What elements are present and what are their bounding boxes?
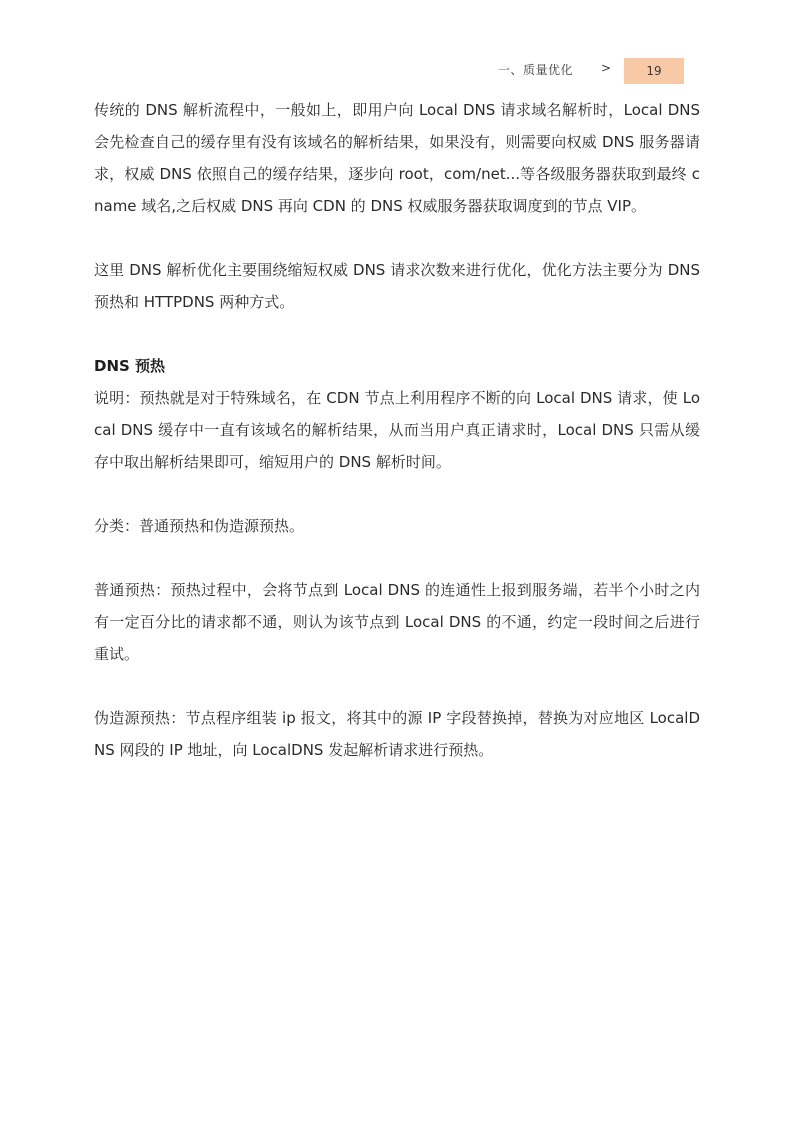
page-content	[94, 94, 700, 798]
paragraph-dns-flow: 传统的 DNS 解析流程中，一般如上，即用户向 Local DNS 请求域名解析时，Local DNS 会先检查自己的缓存里有没有该域名的解析结果，如果没有，则需要向权威 DNS 服务器请求，权威 DNS 依照自己的缓存结果，逐步向 root，com/net...等各级服务器获取到最终 cname 域名,之后权威 DNS 再向 CDN 的 DNS 权威服务器获取调度到的节点 VIP。	[94, 101, 700, 215]
paragraph-dns-optimization: 这里 DNS 解析优化主要围绕缩短权威 DNS 请求次数来进行优化，优化方法主要分为 DNS 预热和 HTTPDNS 两种方式。	[94, 261, 700, 311]
paragraph-preheat-categories: 分类：普通预热和伪造源预热。	[94, 517, 305, 535]
page-number-badge: 19	[624, 58, 684, 84]
paragraph-preheat-description: 说明：预热就是对于特殊域名，在 CDN 节点上利用程序不断的向 Local DNS 请求，使 Local DNS 缓存中一直有该域名的解析结果，从而当用户真正请求时，Local DNS 只需从缓存中取出解析结果即可，缩短用户的 DNS 解析时间。	[94, 389, 700, 471]
page-header	[0, 58, 793, 86]
section-heading: DNS 预热	[94, 357, 166, 375]
header-section-title: 一、质量优化	[498, 63, 574, 77]
paragraph-forged-source-preheat: 伪造源预热：节点程序组装 ip 报文，将其中的源 IP 字段替换掉，替换为对应地区 LocalDNS 网段的 IP 地址，向 LocalDNS 发起解析请求进行预热。	[94, 709, 700, 759]
paragraph-normal-preheat: 普通预热：预热过程中，会将节点到 Local DNS 的连通性上报到服务端，若半个小时之内有一定百分比的请求都不通，则认为该节点到 Local DNS 的不通，约定一段时间之后进行重试。	[94, 581, 700, 663]
header-arrow-icon: >	[601, 61, 612, 75]
